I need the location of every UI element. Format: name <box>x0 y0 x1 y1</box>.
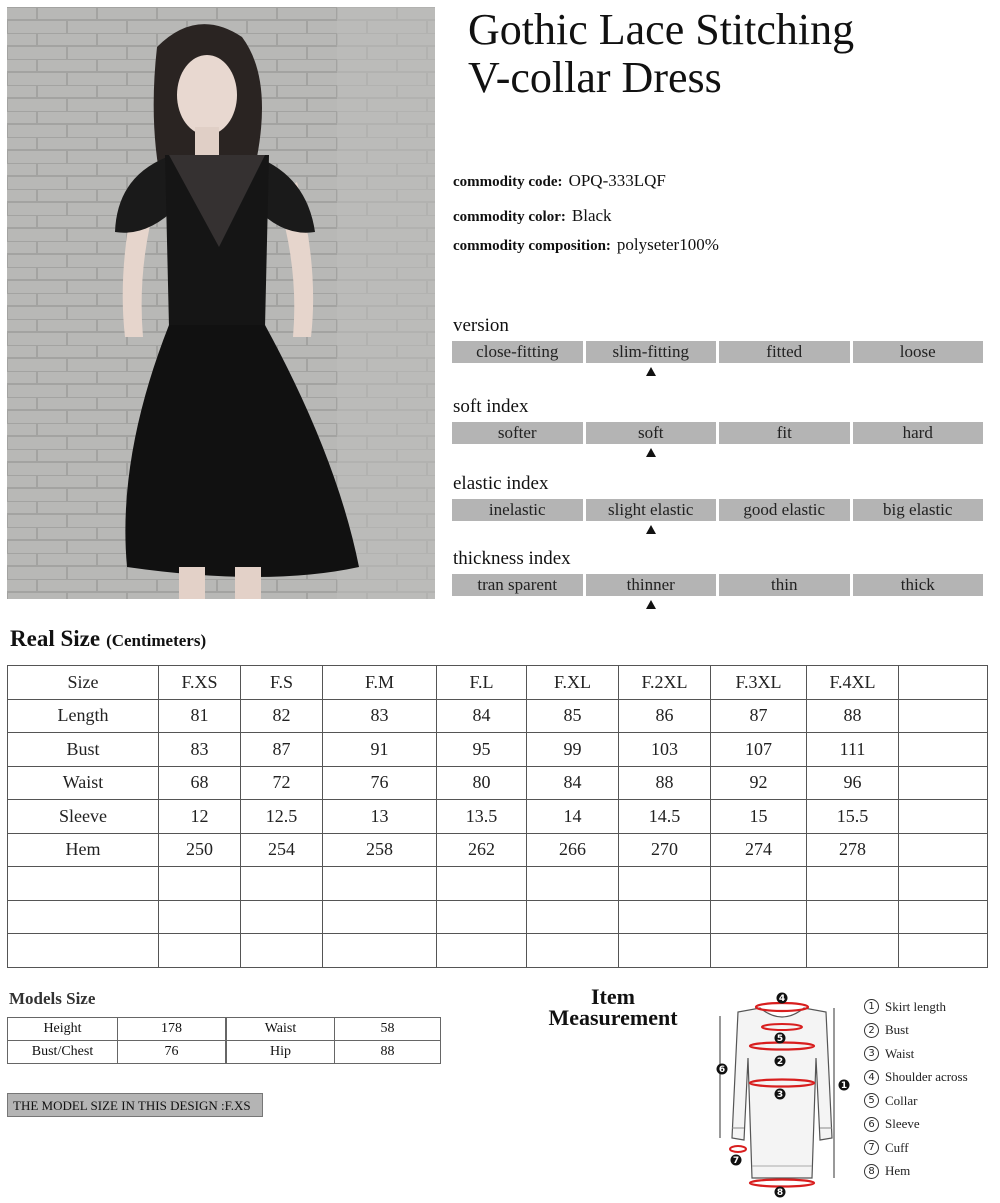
table-cell <box>807 867 899 901</box>
table-cell: 103 <box>619 733 711 767</box>
table-cell <box>711 867 807 901</box>
product-photo <box>7 7 435 599</box>
model-attr-label: Hip <box>227 1041 335 1064</box>
hem-marker <box>750 1180 814 1187</box>
item-measurement-line-1: Item <box>591 984 635 1009</box>
table-row <box>8 833 988 867</box>
legend-label: Shoulder across <box>885 1069 968 1085</box>
legend-number: 2 <box>864 1023 879 1038</box>
table-cell <box>437 934 527 968</box>
elastic-index-option: big elastic <box>853 499 984 521</box>
item-measurement-title <box>528 986 698 1028</box>
spec-label: commodity color: <box>453 209 566 225</box>
row-label-cell <box>8 900 159 934</box>
table-cell <box>159 934 241 968</box>
soft-index-scale <box>452 422 983 444</box>
table-cell: 83 <box>159 733 241 767</box>
table-cell <box>619 934 711 968</box>
model-illustration <box>7 7 435 599</box>
soft-index-option: hard <box>853 422 984 444</box>
table-cell: 80 <box>437 766 527 800</box>
table-row <box>8 800 988 834</box>
legend-number: 8 <box>864 1164 879 1179</box>
spec-label: commodity composition: <box>453 238 611 254</box>
version-option-selected: slim-fitting <box>586 341 717 363</box>
table-cell: 96 <box>807 766 899 800</box>
legend-item <box>864 1136 968 1160</box>
table-cell: 266 <box>527 833 619 867</box>
table-cell <box>527 934 619 968</box>
table-cell <box>619 900 711 934</box>
table-cell: 258 <box>323 833 437 867</box>
table-cell: 15.5 <box>807 800 899 834</box>
table-header-cell: F.XS <box>159 666 241 700</box>
table-cell: 14.5 <box>619 800 711 834</box>
table-cell <box>159 867 241 901</box>
row-label-cell <box>8 867 159 901</box>
thickness-index-option: thick <box>853 574 984 596</box>
table-cell: 68 <box>159 766 241 800</box>
elastic-index-scale <box>452 499 983 521</box>
table-cell: 87 <box>241 733 323 767</box>
version-option: fitted <box>719 341 850 363</box>
title-line-1: Gothic Lace Stitching <box>468 5 855 54</box>
table-cell: 254 <box>241 833 323 867</box>
model-attr-value: 58 <box>335 1018 441 1041</box>
table-cell <box>899 733 988 767</box>
table-cell: 92 <box>711 766 807 800</box>
version-option: close-fitting <box>452 341 583 363</box>
version-scale <box>452 341 983 363</box>
version-label: version <box>453 315 509 336</box>
legend-item <box>864 1089 968 1113</box>
item-measurement-line-2: Measurement <box>548 1005 678 1030</box>
spec-value: Black <box>571 206 612 225</box>
model-attr-value: 178 <box>118 1018 226 1041</box>
table-cell: 72 <box>241 766 323 800</box>
table-cell: 88 <box>807 699 899 733</box>
row-label-cell: Bust <box>8 733 159 767</box>
model-size-note: THE MODEL SIZE IN THIS DESIGN :F.XS <box>7 1093 263 1117</box>
thickness-index-scale <box>452 574 983 596</box>
models-table-right <box>226 1017 441 1064</box>
table-row <box>8 699 988 733</box>
legend-label: Sleeve <box>885 1116 920 1132</box>
svg-text:4: 4 <box>778 994 786 1004</box>
model-attr-label: Waist <box>227 1018 335 1041</box>
table-cell: 84 <box>437 699 527 733</box>
elastic-index-label: elastic index <box>453 473 549 494</box>
thickness-index-option: tran sparent <box>452 574 583 596</box>
thickness-index-label: thickness index <box>453 548 571 569</box>
model-attr-label: Height <box>8 1018 118 1041</box>
table-cell: 13.5 <box>437 800 527 834</box>
row-label-cell: Sleeve <box>8 800 159 834</box>
row-label-cell <box>8 934 159 968</box>
table-cell: 14 <box>527 800 619 834</box>
model-attr-label: Bust/Chest <box>8 1041 118 1064</box>
real-size-unit: (Centimeters) <box>106 631 207 650</box>
table-cell <box>619 867 711 901</box>
title-line-2: V-collar Dress <box>468 53 722 102</box>
table-header-cell: Size <box>8 666 159 700</box>
legend-label: Hem <box>885 1163 911 1179</box>
table-cell <box>241 867 323 901</box>
garment-diagram-icon <box>712 988 852 1198</box>
legend-label: Cuff <box>885 1139 909 1155</box>
table-header-cell: F.L <box>437 666 527 700</box>
spec-value: polyseter100% <box>616 235 719 254</box>
svg-text:1: 1 <box>840 1081 848 1091</box>
table-cell: 83 <box>323 699 437 733</box>
table-cell: 15 <box>711 800 807 834</box>
legend-item <box>864 1066 968 1090</box>
legend-number: 4 <box>864 1070 879 1085</box>
model-attr-value: 76 <box>118 1041 226 1064</box>
table-cell <box>437 900 527 934</box>
spec-value: OPQ-333LQF <box>568 171 666 190</box>
table-cell <box>159 900 241 934</box>
spec-label: commodity code: <box>453 174 563 190</box>
table-cell: 12 <box>159 800 241 834</box>
thickness-index-option-selected: thinner <box>586 574 717 596</box>
table-header-cell: F.3XL <box>711 666 807 700</box>
table-cell: 274 <box>711 833 807 867</box>
svg-text:7: 7 <box>732 1156 740 1166</box>
table-cell: 95 <box>437 733 527 767</box>
legend-label: Skirt length <box>885 998 947 1014</box>
thickness-index-option: thin <box>719 574 850 596</box>
elastic-index-option: inelastic <box>452 499 583 521</box>
models-table-left <box>7 1017 226 1064</box>
table-cell <box>899 699 988 733</box>
legend-item <box>864 1019 968 1043</box>
row-label-cell: Length <box>8 699 159 733</box>
legend-number: 3 <box>864 1046 879 1061</box>
table-cell: 111 <box>807 733 899 767</box>
row-label-cell: Hem <box>8 833 159 867</box>
table-cell: 270 <box>619 833 711 867</box>
table-row <box>8 900 988 934</box>
table-cell: 86 <box>619 699 711 733</box>
table-header-row <box>8 666 988 700</box>
legend-label: Bust <box>885 1022 909 1038</box>
table-cell: 76 <box>323 766 437 800</box>
elastic-index-option: good elastic <box>719 499 850 521</box>
table-header-cell: F.M <box>323 666 437 700</box>
svg-text:3: 3 <box>776 1090 784 1100</box>
table-cell: 81 <box>159 699 241 733</box>
row-label-cell: Waist <box>8 766 159 800</box>
legend-item <box>864 1042 968 1066</box>
svg-text:2: 2 <box>776 1057 784 1067</box>
measurement-legend <box>864 995 968 1183</box>
table-row <box>227 1018 441 1041</box>
legend-item <box>864 1160 968 1184</box>
table-cell: 91 <box>323 733 437 767</box>
table-cell: 82 <box>241 699 323 733</box>
table-cell <box>323 934 437 968</box>
version-option: loose <box>853 341 984 363</box>
table-header-cell: F.S <box>241 666 323 700</box>
table-header-cell: F.2XL <box>619 666 711 700</box>
table-row <box>8 1041 226 1064</box>
table-cell: 262 <box>437 833 527 867</box>
table-cell <box>323 867 437 901</box>
soft-index-option: softer <box>452 422 583 444</box>
table-header-cell: F.4XL <box>807 666 899 700</box>
elastic-index-option-selected: slight elastic <box>586 499 717 521</box>
legend-number: 1 <box>864 999 879 1014</box>
table-cell: 84 <box>527 766 619 800</box>
table-cell <box>527 900 619 934</box>
legend-label: Collar <box>885 1092 918 1108</box>
real-size-title <box>10 626 206 652</box>
legend-item <box>864 995 968 1019</box>
table-cell <box>527 867 619 901</box>
table-header-cell <box>899 666 988 700</box>
table-cell <box>241 934 323 968</box>
table-cell <box>437 867 527 901</box>
table-cell <box>711 934 807 968</box>
table-cell <box>711 900 807 934</box>
table-row <box>8 867 988 901</box>
table-cell <box>899 934 988 968</box>
table-cell: 87 <box>711 699 807 733</box>
table-row <box>227 1041 441 1064</box>
table-cell <box>323 900 437 934</box>
table-cell: 12.5 <box>241 800 323 834</box>
table-cell <box>899 900 988 934</box>
real-size-heading: Real Size <box>10 626 101 651</box>
table-cell: 278 <box>807 833 899 867</box>
legend-item <box>864 1113 968 1137</box>
model-attr-value: 88 <box>335 1041 441 1064</box>
legend-number: 5 <box>864 1093 879 1108</box>
legend-number: 6 <box>864 1117 879 1132</box>
table-header-cell: F.XL <box>527 666 619 700</box>
table-cell: 85 <box>527 699 619 733</box>
table-cell: 107 <box>711 733 807 767</box>
soft-index-option-selected: soft <box>586 422 717 444</box>
table-cell <box>807 900 899 934</box>
spec-commodity-composition <box>453 235 719 255</box>
soft-index-label: soft index <box>453 396 529 417</box>
table-cell: 99 <box>527 733 619 767</box>
table-row <box>8 766 988 800</box>
shoulder-marker <box>756 1003 808 1011</box>
table-cell <box>807 934 899 968</box>
svg-text:8: 8 <box>776 1188 784 1198</box>
legend-label: Waist <box>885 1045 915 1061</box>
table-cell <box>899 833 988 867</box>
size-table <box>7 665 988 968</box>
table-row <box>8 1018 226 1041</box>
table-cell: 88 <box>619 766 711 800</box>
table-cell <box>899 867 988 901</box>
product-title <box>468 6 988 102</box>
spec-commodity-code <box>453 171 666 191</box>
spec-commodity-color <box>453 206 612 226</box>
table-cell <box>899 800 988 834</box>
soft-index-option: fit <box>719 422 850 444</box>
table-cell <box>241 900 323 934</box>
table-cell: 250 <box>159 833 241 867</box>
legend-number: 7 <box>864 1140 879 1155</box>
models-size-title: Models Size <box>9 989 96 1008</box>
svg-text:5: 5 <box>776 1034 784 1044</box>
table-cell <box>899 766 988 800</box>
table-cell: 13 <box>323 800 437 834</box>
table-row <box>8 934 988 968</box>
table-row <box>8 733 988 767</box>
cuff-marker <box>730 1146 746 1152</box>
svg-text:6: 6 <box>718 1065 726 1075</box>
measurement-diagram <box>712 988 852 1203</box>
